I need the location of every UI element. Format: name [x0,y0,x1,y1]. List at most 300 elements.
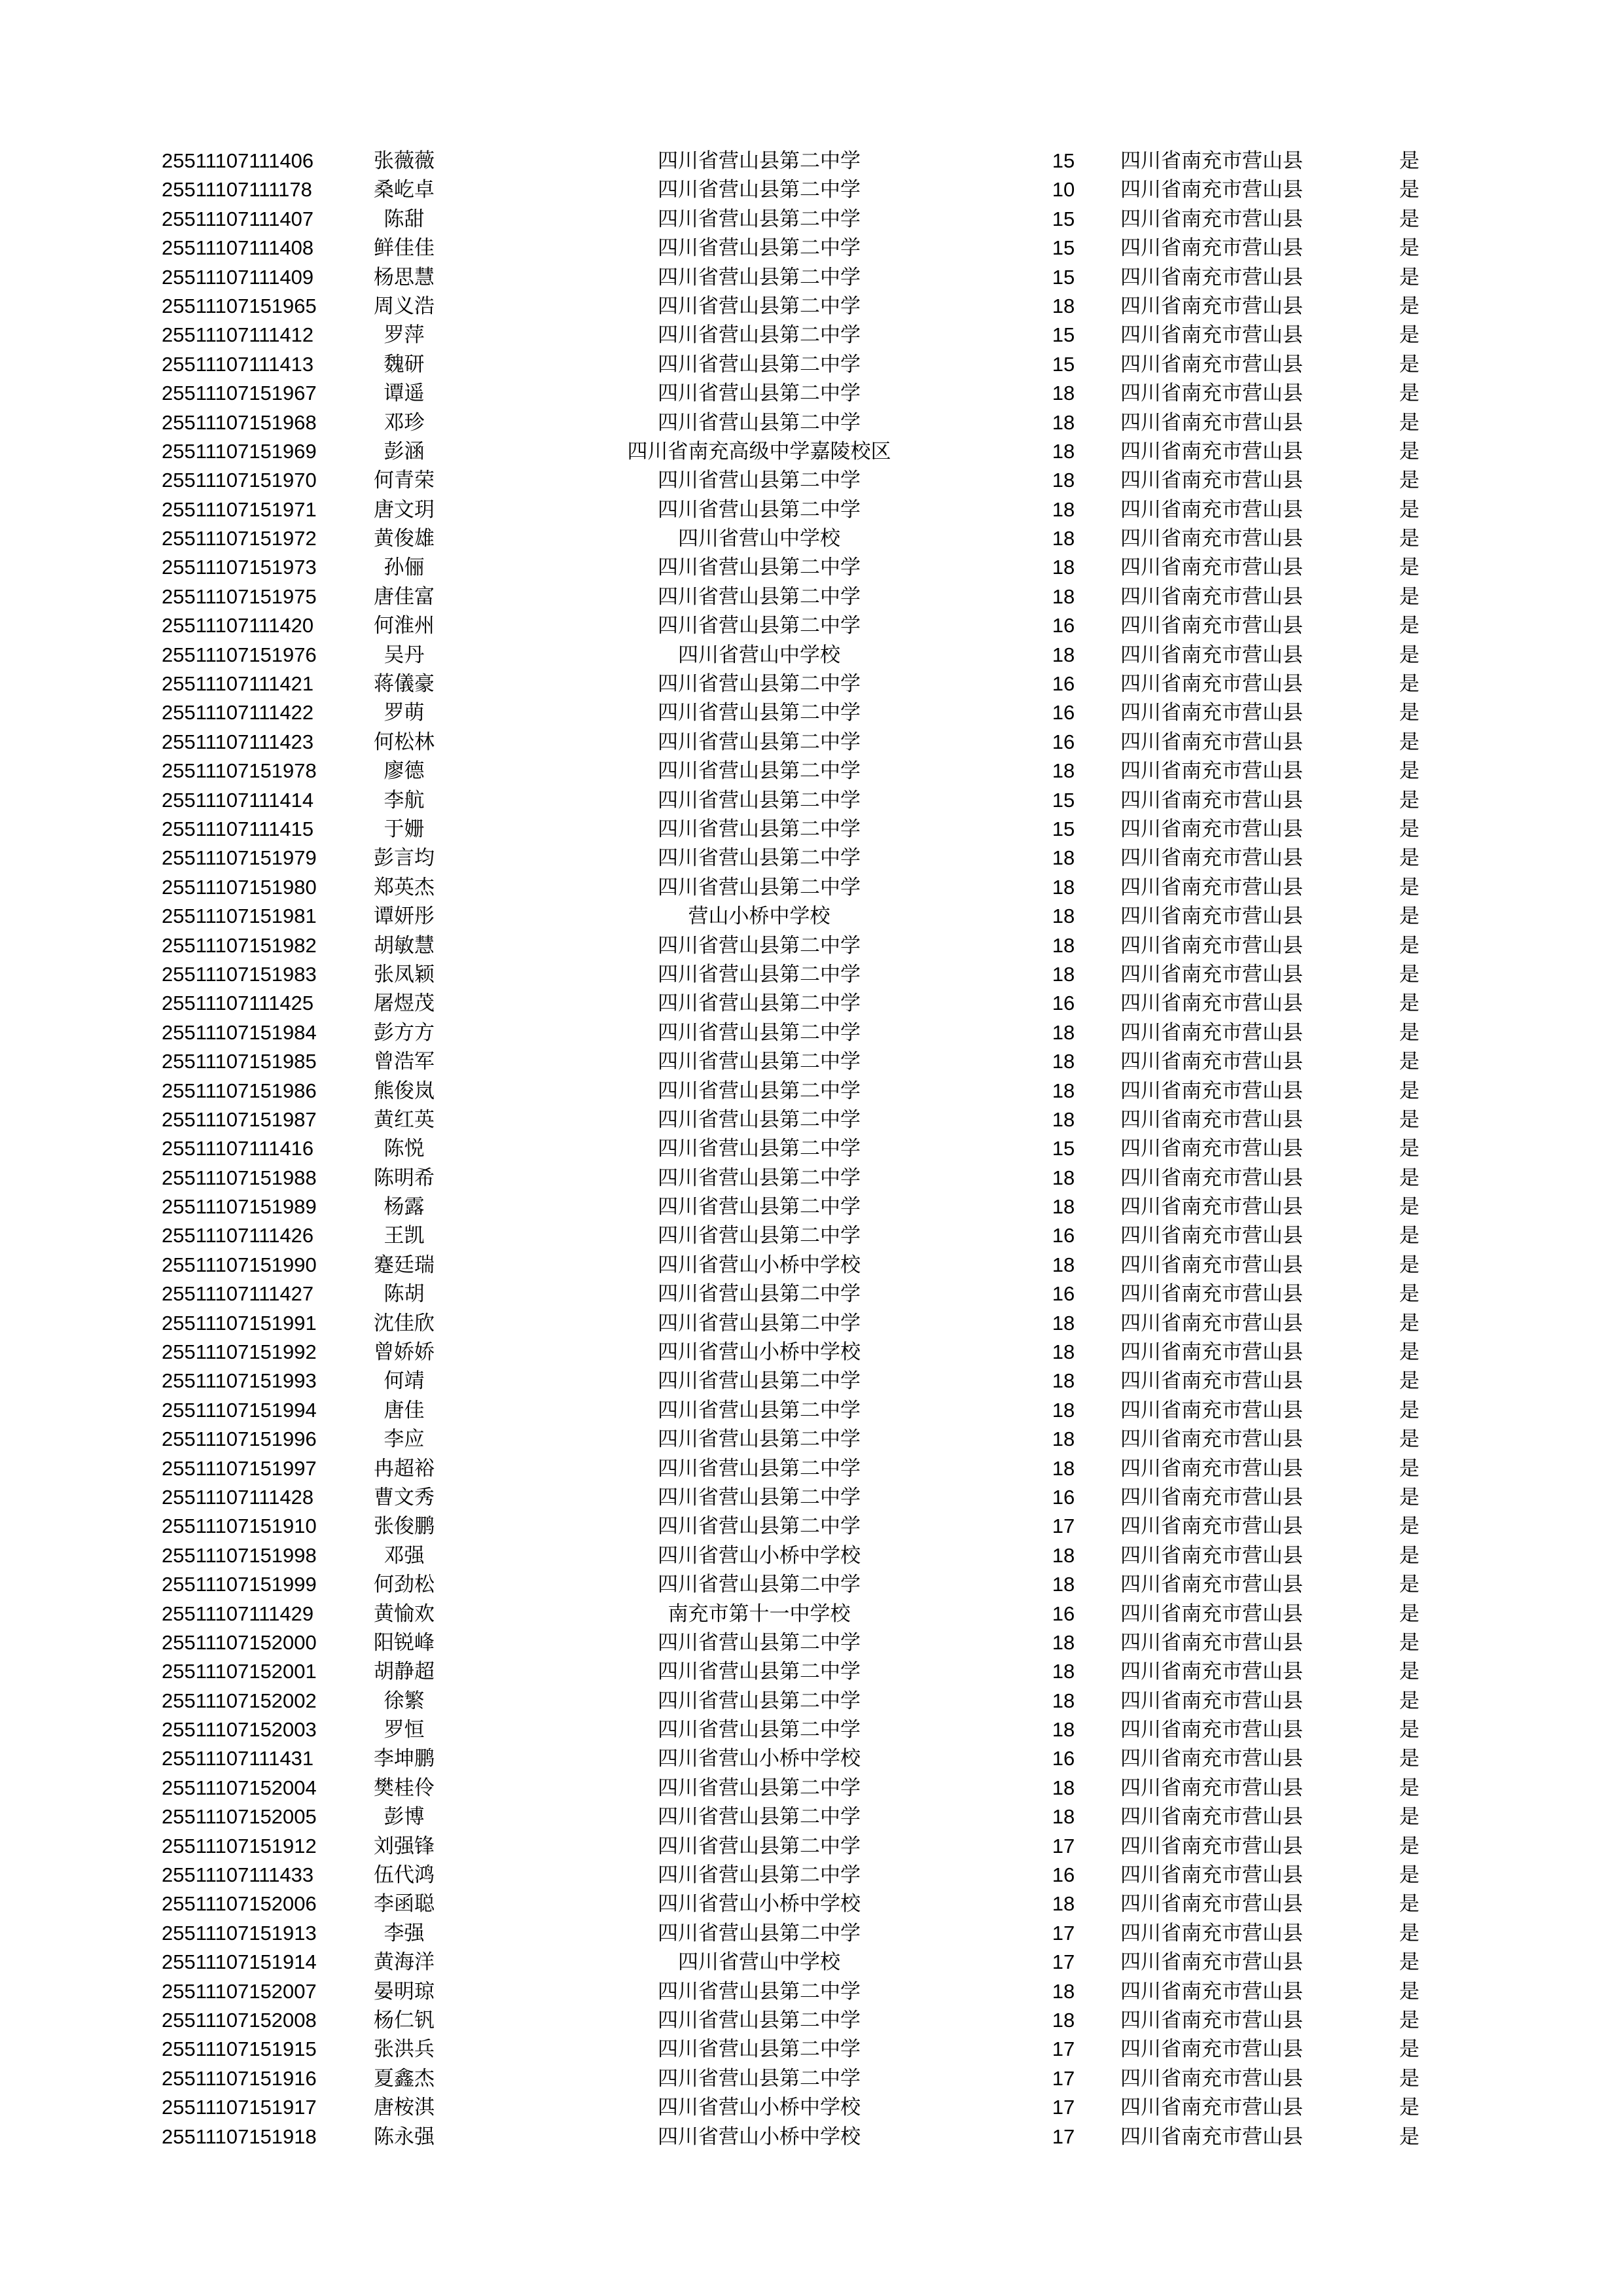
name-cell: 伍代鸿 [374,1863,435,1888]
region-cell: 四川省南充市营山县 [1120,2066,1303,2090]
id-cell: 25511107151972 [162,527,317,550]
name-cell: 廖德 [383,759,425,783]
name-cell: 吴丹 [383,643,425,667]
name-cell: 何青荣 [374,469,435,493]
id-cell: 25511107151999 [162,1573,317,1596]
school-cell: 四川省营山县第二中学 [658,701,861,725]
table-row [0,350,1623,379]
region-cell: 四川省南充市营山县 [1120,2096,1303,2120]
flag-cell: 是 [1399,1805,1419,1829]
region-cell: 四川省南充市营山县 [1120,614,1303,638]
school-cell: 四川省营山县第二中学 [658,1020,861,1045]
table-row [0,2123,1623,2151]
flag-cell: 是 [1399,1573,1419,1597]
table-row [0,1541,1623,1570]
id-cell: 25511107151969 [162,439,317,463]
flag-cell: 是 [1399,643,1419,667]
age-cell: 17 [1052,1950,1075,1974]
table-row [0,524,1623,553]
table-row [0,1832,1623,1861]
region-cell: 四川省南充市营山县 [1120,701,1303,725]
age-cell: 18 [1052,527,1075,550]
school-cell: 四川省营山县第二中学 [658,759,861,783]
region-cell: 四川省南充市营山县 [1120,1805,1303,1829]
age-cell: 16 [1052,1224,1075,1247]
id-cell: 25511107151988 [162,1166,317,1189]
name-cell: 谭遥 [383,382,425,406]
flag-cell: 是 [1399,1224,1419,1248]
table-row [0,205,1623,234]
age-cell: 18 [1052,1166,1075,1189]
table-row [0,466,1623,495]
id-cell: 25511107151910 [162,1515,317,1538]
table-row [0,1047,1623,1076]
flag-cell: 是 [1399,1456,1419,1480]
flag-cell: 是 [1399,1340,1419,1365]
name-cell: 胡静超 [374,1660,435,1684]
region-cell: 四川省南充市营山县 [1120,1689,1303,1713]
id-cell: 25511107111178 [162,178,312,202]
id-cell: 25511107151971 [162,497,317,521]
region-cell: 四川省南充市营山县 [1120,875,1303,899]
age-cell: 17 [1052,2037,1075,2061]
age-cell: 10 [1052,178,1075,202]
id-cell: 25511107111425 [162,992,314,1015]
table-row [0,641,1623,670]
region-cell: 四川省南充市营山县 [1120,410,1303,435]
name-cell: 张凤颖 [374,962,435,986]
id-cell: 25511107111426 [162,1224,314,1247]
region-cell: 四川省南充市营山县 [1120,788,1303,812]
id-cell: 25511107151968 [162,410,317,434]
name-cell: 黄海洋 [374,1950,435,1975]
age-cell: 18 [1052,1776,1075,1799]
table-row [0,1715,1623,1744]
school-cell: 四川省营山县第二中学 [658,1630,861,1655]
id-cell: 25511107152002 [162,1689,317,1712]
name-cell: 张俊鹏 [374,1515,435,1539]
school-cell: 四川省营山县第二中学 [658,672,861,696]
name-cell: 陈悦 [383,1137,425,1161]
age-cell: 17 [1052,1921,1075,1945]
id-cell: 25511107151970 [162,469,317,492]
table-row [0,1396,1623,1425]
name-cell: 张洪兵 [374,2037,435,2062]
document-table [0,147,1623,2151]
table-row [0,902,1623,931]
id-cell: 25511107151990 [162,1253,317,1276]
name-cell: 黄红英 [374,1107,435,1132]
flag-cell: 是 [1399,992,1419,1016]
id-cell: 25511107152007 [162,1979,317,2003]
age-cell: 18 [1052,1689,1075,1712]
region-cell: 四川省南充市营山县 [1120,1543,1303,1568]
id-cell: 25511107151979 [162,846,317,870]
id-cell: 25511107151983 [162,962,317,986]
name-cell: 于姗 [383,817,425,841]
age-cell: 16 [1052,672,1075,696]
region-cell: 四川省南充市营山县 [1120,469,1303,493]
table-row [0,234,1623,262]
flag-cell: 是 [1399,1398,1419,1422]
age-cell: 18 [1052,1369,1075,1393]
id-cell: 25511107151916 [162,2066,317,2090]
region-cell: 四川省南充市营山县 [1120,1573,1303,1597]
age-cell: 18 [1052,410,1075,434]
table-row [0,1744,1623,1773]
age-cell: 16 [1052,1602,1075,1625]
region-cell: 四川省南充市营山县 [1120,1224,1303,1248]
id-cell: 25511107111431 [162,1747,314,1770]
school-cell: 四川省营山县第二中学 [658,1195,861,1219]
region-cell: 四川省南充市营山县 [1120,1311,1303,1335]
age-cell: 18 [1052,584,1075,608]
id-cell: 25511107151976 [162,643,317,666]
school-cell: 四川省营山县第二中学 [658,207,861,231]
region-cell: 四川省南充市营山县 [1120,1050,1303,1074]
table-row [0,379,1623,408]
school-cell: 四川省营山县第二中学 [658,1107,861,1132]
id-cell: 25511107111407 [162,207,314,230]
region-cell: 四川省南充市营山县 [1120,1166,1303,1190]
table-row [0,1890,1623,1918]
school-cell: 四川省营山县第二中学 [658,410,861,435]
table-row [0,408,1623,437]
name-cell: 冉超裕 [374,1456,435,1480]
age-cell: 17 [1052,1834,1075,1857]
flag-cell: 是 [1399,614,1419,638]
region-cell: 四川省南充市营山县 [1120,730,1303,754]
flag-cell: 是 [1399,1979,1419,2003]
name-cell: 徐繁 [383,1689,425,1713]
table-row [0,1105,1623,1134]
flag-cell: 是 [1399,1747,1419,1771]
school-cell: 四川省营山小桥中学校 [658,2096,861,2120]
flag-cell: 是 [1399,933,1419,958]
id-cell: 25511107111409 [162,265,314,289]
region-cell: 四川省南充市营山县 [1120,1253,1303,1277]
id-cell: 25511107152003 [162,1718,317,1742]
name-cell: 阳锐峰 [374,1630,435,1655]
flag-cell: 是 [1399,1166,1419,1190]
id-cell: 25511107111412 [162,323,314,347]
age-cell: 16 [1052,730,1075,753]
flag-cell: 是 [1399,2125,1419,2149]
table-row [0,873,1623,902]
name-cell: 何淮州 [374,614,435,638]
age-cell: 18 [1052,1630,1075,1654]
school-cell: 四川省营山小桥中学校 [658,1543,861,1568]
school-cell: 四川省营山县第二中学 [658,149,861,173]
school-cell: 四川省营山县第二中学 [658,556,861,580]
id-cell: 25511107151918 [162,2125,317,2148]
region-cell: 四川省南充市营山县 [1120,992,1303,1016]
id-cell: 25511107151973 [162,556,317,579]
school-cell: 四川省营山县第二中学 [658,1137,861,1161]
age-cell: 18 [1052,1718,1075,1742]
name-cell: 郑英杰 [374,875,435,899]
region-cell: 四川省南充市营山县 [1120,1282,1303,1306]
id-cell: 25511107111420 [162,614,314,637]
age-cell: 15 [1052,236,1075,260]
age-cell: 18 [1052,1543,1075,1567]
school-cell: 四川省营山县第二中学 [658,265,861,289]
school-cell: 南充市第十一中学校 [668,1602,851,1626]
table-row [0,1861,1623,1890]
name-cell: 唐文玥 [374,497,435,522]
name-cell: 鲜佳佳 [374,236,435,260]
id-cell: 25511107151993 [162,1369,317,1393]
table-row [0,815,1623,844]
age-cell: 15 [1052,323,1075,347]
table-row [0,1628,1623,1657]
age-cell: 18 [1052,1456,1075,1480]
id-cell: 25511107111408 [162,236,314,260]
school-cell: 四川省营山县第二中学 [658,236,861,260]
region-cell: 四川省南充市营山县 [1120,207,1303,231]
flag-cell: 是 [1399,2096,1419,2120]
id-cell: 25511107111429 [162,1602,314,1625]
flag-cell: 是 [1399,846,1419,870]
school-cell: 四川省营山小桥中学校 [658,1747,861,1771]
region-cell: 四川省南充市营山县 [1120,294,1303,318]
table-row [0,1221,1623,1250]
age-cell: 17 [1052,2066,1075,2090]
age-cell: 18 [1052,556,1075,579]
flag-cell: 是 [1399,1427,1419,1452]
flag-cell: 是 [1399,178,1419,202]
name-cell: 曹文秀 [374,1485,435,1509]
id-cell: 25511107111428 [162,1485,314,1509]
school-cell: 四川省营山县第二中学 [658,469,861,493]
school-cell: 四川省营山县第二中学 [658,1834,861,1858]
age-cell: 18 [1052,497,1075,521]
school-cell: 四川省营山县第二中学 [658,992,861,1016]
name-cell: 唐佳富 [374,584,435,609]
table-row [0,960,1623,989]
region-cell: 四川省南充市营山县 [1120,352,1303,376]
school-cell: 四川省营山县第二中学 [658,323,861,348]
school-cell: 四川省营山县第二中学 [658,1776,861,1800]
flag-cell: 是 [1399,1892,1419,1916]
flag-cell: 是 [1399,1630,1419,1655]
flag-cell: 是 [1399,672,1419,696]
id-cell: 25511107151917 [162,2096,317,2119]
age-cell: 15 [1052,149,1075,172]
region-cell: 四川省南充市营山县 [1120,905,1303,929]
name-cell: 孙俪 [383,556,425,580]
age-cell: 18 [1052,1979,1075,2003]
id-cell: 25511107152005 [162,1805,317,1829]
id-cell: 25511107151997 [162,1456,317,1480]
name-cell: 何松林 [374,730,435,754]
region-cell: 四川省南充市营山县 [1120,2125,1303,2149]
name-cell: 李航 [383,788,425,812]
table-row [0,1774,1623,1803]
age-cell: 18 [1052,846,1075,870]
table-row [0,2035,1623,2064]
region-cell: 四川省南充市营山县 [1120,1950,1303,1975]
age-cell: 18 [1052,1050,1075,1073]
region-cell: 四川省南充市营山县 [1120,1892,1303,1916]
age-cell: 18 [1052,382,1075,405]
school-cell: 四川省营山县第二中学 [658,1863,861,1888]
region-cell: 四川省南充市营山县 [1120,1340,1303,1365]
age-cell: 18 [1052,1805,1075,1829]
flag-cell: 是 [1399,497,1419,522]
name-cell: 杨露 [383,1195,425,1219]
age-cell: 18 [1052,759,1075,783]
name-cell: 罗恒 [383,1718,425,1742]
age-cell: 18 [1052,1020,1075,1044]
age-cell: 18 [1052,905,1075,928]
school-cell: 四川省营山县第二中学 [658,178,861,202]
name-cell: 李坤鹏 [374,1747,435,1771]
region-cell: 四川省南充市营山县 [1120,1776,1303,1800]
id-cell: 25511107151996 [162,1427,317,1451]
name-cell: 李函聪 [374,1892,435,1916]
id-cell: 25511107152006 [162,1892,317,1916]
flag-cell: 是 [1399,1253,1419,1277]
region-cell: 四川省南充市营山县 [1120,556,1303,580]
age-cell: 18 [1052,439,1075,463]
school-cell: 四川省营山小桥中学校 [658,2125,861,2149]
flag-cell: 是 [1399,527,1419,551]
name-cell: 黄愉欢 [374,1602,435,1626]
region-cell: 四川省南充市营山县 [1120,584,1303,609]
region-cell: 四川省南充市营山县 [1120,1137,1303,1161]
id-cell: 25511107151980 [162,875,317,899]
name-cell: 黄俊雄 [374,527,435,551]
region-cell: 四川省南充市营山县 [1120,759,1303,783]
name-cell: 杨思慧 [374,265,435,289]
school-cell: 四川省营山县第二中学 [658,1689,861,1713]
id-cell: 25511107111433 [162,1863,314,1887]
school-cell: 营山小桥中学校 [688,905,830,929]
flag-cell: 是 [1399,905,1419,929]
school-cell: 四川省营山县第二中学 [658,1166,861,1190]
school-cell: 四川省营山县第二中学 [658,1369,861,1393]
table-row [0,1164,1623,1193]
region-cell: 四川省南充市营山县 [1120,933,1303,958]
table-row [0,1280,1623,1308]
region-cell: 四川省南充市营山县 [1120,527,1303,551]
id-cell: 25511107151967 [162,382,317,405]
flag-cell: 是 [1399,439,1419,463]
region-cell: 四川省南充市营山县 [1120,1979,1303,2003]
table-row [0,437,1623,466]
flag-cell: 是 [1399,1369,1419,1393]
id-cell: 25511107111421 [162,672,314,696]
flag-cell: 是 [1399,1776,1419,1800]
school-cell: 四川省营山县第二中学 [658,2037,861,2062]
id-cell: 25511107111423 [162,730,314,753]
age-cell: 18 [1052,962,1075,986]
region-cell: 四川省南充市营山县 [1120,1747,1303,1771]
id-cell: 25511107151982 [162,933,317,957]
name-cell: 蹇廷瑞 [374,1253,435,1277]
school-cell: 四川省营山中学校 [678,527,840,551]
school-cell: 四川省营山县第二中学 [658,875,861,899]
table-row [0,321,1623,350]
flag-cell: 是 [1399,2037,1419,2062]
name-cell: 刘强锋 [374,1834,435,1858]
name-cell: 曾浩军 [374,1050,435,1074]
flag-cell: 是 [1399,962,1419,986]
age-cell: 18 [1052,1427,1075,1451]
table-row [0,1948,1623,1977]
school-cell: 四川省营山县第二中学 [658,1050,861,1074]
id-cell: 25511107152008 [162,2009,317,2032]
school-cell: 四川省南充高级中学嘉陵校区 [627,439,891,463]
table-row [0,1570,1623,1599]
name-cell: 陈胡 [383,1282,425,1306]
school-cell: 四川省营山县第二中学 [658,497,861,522]
id-cell: 25511107152004 [162,1776,317,1799]
id-cell: 25511107111413 [162,352,314,376]
school-cell: 四川省营山中学校 [678,1950,840,1975]
table-row [0,175,1623,204]
flag-cell: 是 [1399,1834,1419,1858]
school-cell: 四川省营山县第二中学 [658,817,861,841]
school-cell: 四川省营山小桥中学校 [658,1253,861,1277]
region-cell: 四川省南充市营山县 [1120,643,1303,667]
flag-cell: 是 [1399,1195,1419,1219]
school-cell: 四川省营山县第二中学 [658,614,861,638]
school-cell: 四川省营山县第二中学 [658,1515,861,1539]
id-cell: 25511107151981 [162,905,317,928]
school-cell: 四川省营山县第二中学 [658,1456,861,1480]
table-row [0,1134,1623,1163]
name-cell: 蒋儀豪 [374,672,435,696]
region-cell: 四川省南充市营山县 [1120,1020,1303,1045]
table-row [0,1919,1623,1948]
id-cell: 25511107152001 [162,1660,317,1683]
flag-cell: 是 [1399,1515,1419,1539]
name-cell: 邓强 [383,1543,425,1568]
school-cell: 四川省营山县第二中学 [658,846,861,870]
school-cell: 四川省营山县第二中学 [658,1079,861,1103]
school-cell: 四川省营山县第二中学 [658,2066,861,2090]
region-cell: 四川省南充市营山县 [1120,1630,1303,1655]
school-cell: 四川省营山县第二中学 [658,1718,861,1742]
region-cell: 四川省南充市营山县 [1120,1427,1303,1452]
age-cell: 18 [1052,1892,1075,1916]
school-cell: 四川省营山小桥中学校 [658,1892,861,1916]
school-cell: 四川省营山县第二中学 [658,1921,861,1945]
name-cell: 胡敏慧 [374,933,435,958]
id-cell: 25511107111416 [162,1137,314,1160]
region-cell: 四川省南充市营山县 [1120,1921,1303,1945]
table-row [0,1338,1623,1367]
name-cell: 李应 [383,1427,425,1452]
flag-cell: 是 [1399,469,1419,493]
school-cell: 四川省营山县第二中学 [658,1805,861,1829]
school-cell: 四川省营山县第二中学 [658,933,861,958]
age-cell: 16 [1052,614,1075,637]
name-cell: 屠煜茂 [374,992,435,1016]
flag-cell: 是 [1399,1137,1419,1161]
age-cell: 18 [1052,2009,1075,2032]
flag-cell: 是 [1399,1543,1419,1568]
name-cell: 桑屹卓 [374,178,435,202]
table-row [0,611,1623,640]
id-cell: 25511107111427 [162,1282,314,1306]
flag-cell: 是 [1399,149,1419,173]
school-cell: 四川省营山县第二中学 [658,1427,861,1452]
table-row [0,670,1623,698]
age-cell: 16 [1052,1282,1075,1306]
